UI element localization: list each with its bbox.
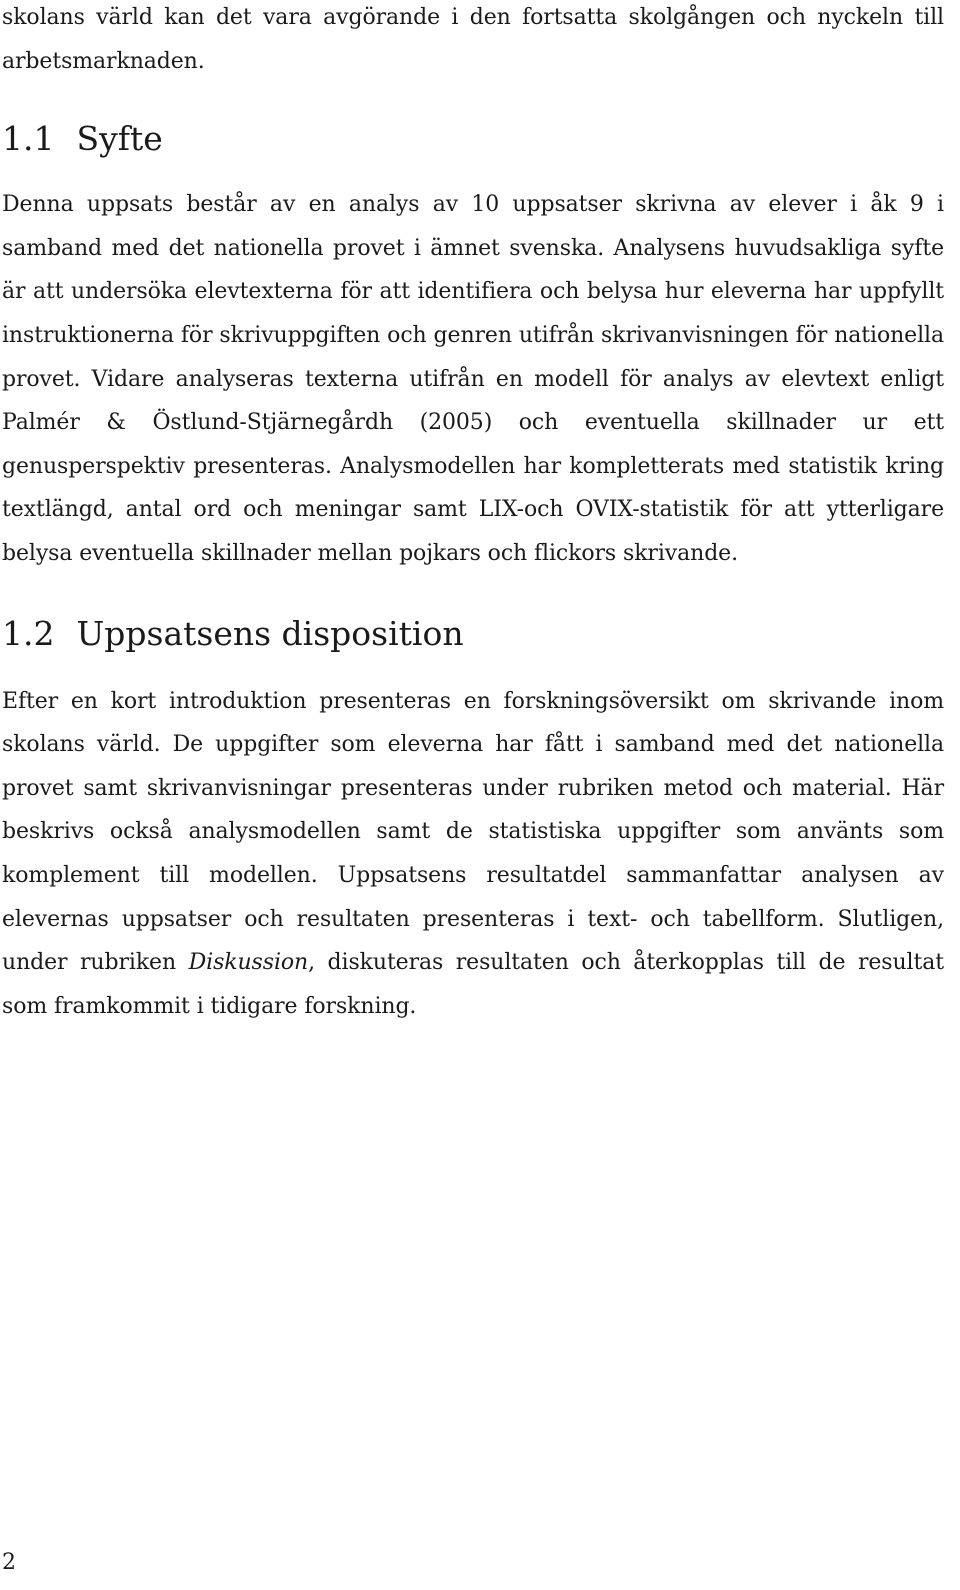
section-title: Uppsatsens disposition	[76, 613, 464, 653]
page-number: 2	[2, 1550, 16, 1575]
section-number: 1.2	[2, 613, 55, 653]
disposition-text-start: Efter en kort introduktion presenteras en forskningsöversikt om skrivande inom skolans värld. De uppgifter som eleverna har fått i samband med det nationella provet samt skrivanvisningar presenteras under rubriken metod och material. Här beskrivs också analysmodellen samt de statistiska uppgifter som använts som komplement till modellen. Uppsatsens resultatdel sammanfattar analysen av elevernas uppsatser och resultaten presenteras i text- och tabellform. Slutligen, under rubriken	[2, 688, 944, 976]
section-heading-disposition	[2, 614, 944, 654]
section-title: Syfte	[76, 119, 163, 159]
disposition-paragraph	[2, 680, 944, 1029]
disposition-text-end: , diskuteras resultaten och återkopplas till de resultat som framkommit i tidigare forskning.	[2, 950, 944, 1019]
section-number: 1.1	[2, 119, 55, 159]
italic-term: Diskussion	[188, 950, 309, 976]
page-content	[2, 0, 944, 1028]
section-heading-syfte	[2, 119, 944, 159]
intro-paragraph: skolans värld kan det vara avgörande i den fortsatta skolgången och nyckeln till arbetsmarknaden.	[2, 5, 944, 74]
syfte-paragraph: Denna uppsats består av en analys av 10 uppsatser skrivna av elever i åk 9 i samband med det nationella provet i ämnet svenska. Analysens huvudsakliga syfte är att undersöka elevtexterna för att identifiera och belysa hur eleverna har uppfyllt instruktionerna för skrivuppgiften och genren utifrån skrivanvisningen för nationella provet. Vidare analyseras texterna utifrån en modell för analys av elevtext enligt Palmér & Östlund-Stjärnegårdh (2005) och eventuella skillnader ur ett genusperspektiv presenteras. Analysmodellen har kompletterats med statistik kring textlängd, antal ord och meningar samt LIX-och OVIX-statistik för att ytterligare belysa eventuella skillnader mellan pojkars och flickors skrivande.	[2, 192, 944, 566]
